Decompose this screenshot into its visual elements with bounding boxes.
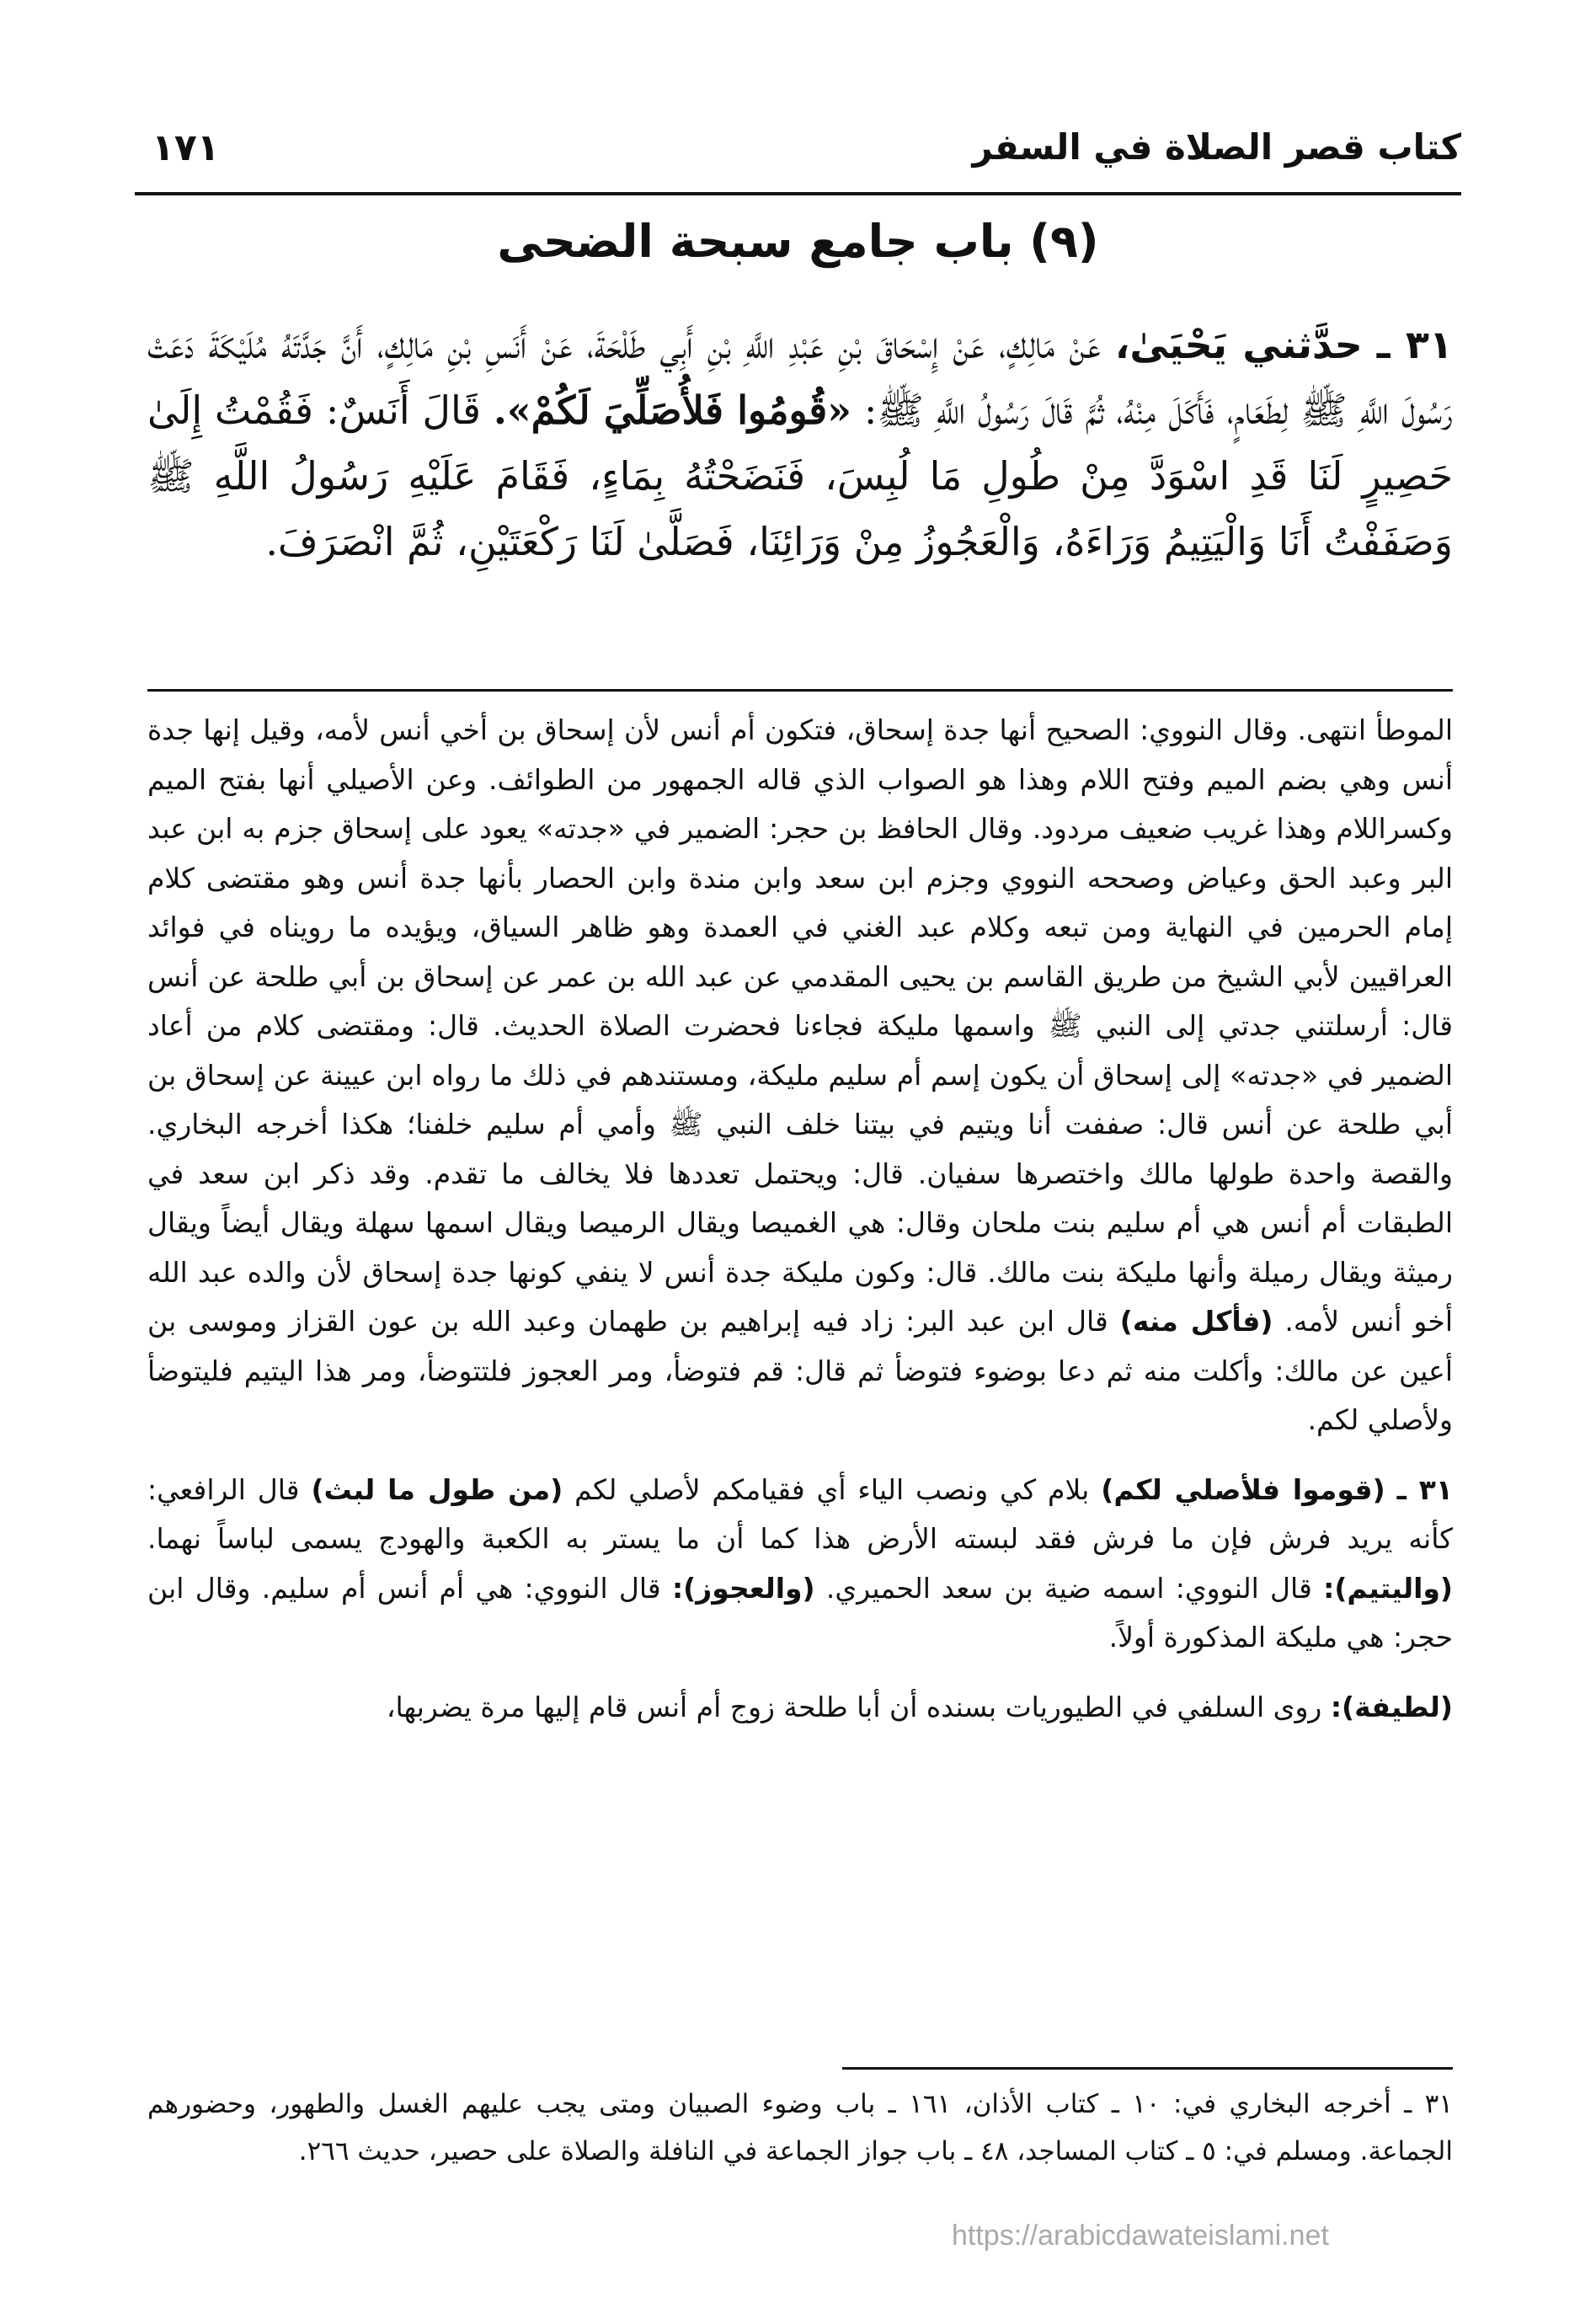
commentary-text: قال ابن عبد البر: زاد فيه إبراهيم بن طهمان وعبد الله بن عون القزاز وموسى بن أعين عن مالك: وأكلت منه ثم دعا بوضوء فتوضأ ثم قال: قم فتوضأ، ومر العجوز فلتتوضأ، ومر هذا اليتيم فليتوضأ ولأصلي لكم. (147, 1305, 1453, 1436)
commentary-number: ٣١ ـ (1396, 1472, 1453, 1506)
running-header-title: كتاب قصر الصلاة في السفر (972, 126, 1461, 168)
commentary-text: بلام كي ونصب الياء أي فقيامكم لأصلي لكم (574, 1472, 1090, 1506)
running-header (135, 126, 1461, 185)
commentary-paragraph-3 (147, 1683, 1453, 1733)
commentary-text: الموطأ انتهى. وقال النووي: الصحيح أنها جدة إسحاق، فتكون أم أنس لأن إسحاق بن أخي أنس لأمه، وقيل إنها جدة أنس وهي بضم الميم وفتح اللام وهذا هو الصواب الذي قاله الجمهور من الطوائف. وعن الأصيلي أنها بفتح الميم وكسراللام وهذا غريب ضعيف مردود. وقال الحافظ بن حجر: الضمير في «جدته» يعود على إسحاق جزم به ابن عبد البر وعبد الحق وعياض وصححه النووي وجزم ابن سعد وابن مندة وابن الحصار بأنها جدة أنس وهو مقتضى كلام إمام الحرمين في النهاية ومن تبعه وكلام عبد الغني في العمدة وهو ظاهر السياق، ويؤيده ما رويناه في فوائد العراقيين لأبي الشيخ من طريق القاسم بن يحيى المقدمي عن عبد الله بن عمر عن إسحاق بن أبي طلحة عن أنس قال: أرسلتني جدتي إلى النبي ﷺ واسمها مليكة فجاءنا فحضرت الصلاة الحديث. قال: ومقتضى كلام من أعاد الضمير في «جدته» إلى إسحاق أن يكون إسم أم سليم مليكة، ومستندهم في ذلك ما رواه ابن عيينة عن إسحاق بن أبي طلحة عن أنس قال: صففت أنا ويتيم في بيتنا خلف النبي ﷺ وأمي أم سليم خلفنا؛ هكذا أخرجه البخاري. والقصة واحدة طولها مالك واختصرها سفيان. قال: ويحتمل تعددها فلا يخالف ما تقدم. وقد ذكر ابن سعد في الطبقات أم أنس هي أم سليم بنت ملحان وقال: هي الغميصا ويقال الرميصا ويقال اسمها سهلة ويقال أيضاً ويقال رميثة ويقال رميلة وأنها مليكة بنت مالك. قال: وكون مليكة جدة أنس لا ينفي كونها جدة إسحاق لأن والده عبد الله أخو أنس لأمه. (147, 713, 1453, 1338)
commentary-text: قال النووي: اسمه ضية بن سعد الحميري. (825, 1571, 1312, 1605)
commentary-bold-term: (قوموا فلأصلي لكم) (1101, 1472, 1385, 1506)
hadith-text (147, 312, 1453, 574)
header-divider (135, 192, 1461, 195)
watermark-url: https://arabicdawateislami.net (952, 2220, 1329, 2252)
hadith-text-part-1: عَنْ مَالِكٍ، عَنْ إِسْحَاقَ بْنِ عَبْدِ اللَّهِ بْنِ أَبِي طَلْحَةَ، عَنْ أَنَسِ بْنِ مَالِكٍ، أَنَّ جَدَّتَهُ مُلَيْكَةَ دَعَتْ رَسُولَ اللَّهِ ﷺ لِطَعَامٍ، فَأَكَلَ مِنْهُ، ثُمَّ قَالَ رَسُولُ اللَّهِ ﷺ: (147, 322, 1453, 433)
hadith-speech: «قُومُوا فَلأُصَلِّيَ لَكُمْ». (493, 387, 851, 433)
commentary-bold-term: (واليتيم): (1323, 1571, 1454, 1605)
commentary-bold-term: (لطيفة): (1330, 1690, 1453, 1723)
commentary-bold-term: (والعجوز): (671, 1571, 815, 1605)
commentary-bold-term: (من طول ما لبث) (311, 1472, 563, 1506)
hadith-number: ٣١ ـ (1376, 322, 1453, 367)
footnote: ٣١ ـ أخرجه البخاري في: ١٠ ـ كتاب الأذان، ١٦١ ـ باب وضوء الصبيان ومتى يجب عليهم الغسل والطهور، وحضورهم الجماعة. ومسلم في: ٥ ـ كتاب المساجد، ٤٨ ـ باب جواز الجماعة في النافلة والصلاة على حصير، حديث ٢٦٦. (147, 2089, 1453, 2166)
chapter-title: (٩) باب جامع سبحة الضحى (497, 215, 1099, 268)
hadith-opening: حدَّثني يَحْيَىٰ، (1114, 322, 1363, 367)
commentary-text: روى السلفي في الطيوريات بسنده أن أبا طلحة زوج أم أنس قام إليها مرة يضربها، (386, 1690, 1322, 1723)
commentary-paragraph-1 (147, 706, 1453, 1445)
hadith-divider (147, 689, 1453, 692)
commentary-text: قال الرافعي: كأنه يريد فرش فإن ما فرش فقد لبسته الأرض هذا كما أن ما يستر به الكعبة والهودج يسمى لباساً نهما. (147, 1472, 1453, 1555)
commentary-text: قال النووي: هي أم أنس أم سليم. وقال ابن حجر: هي مليكة المذكورة أولاً. (147, 1571, 1453, 1654)
commentary-bold-term: (فأكل منه) (1119, 1305, 1273, 1338)
page-number: ١٧١ (152, 126, 220, 169)
footnote-divider (842, 2067, 1453, 2070)
commentary-paragraph-2 (147, 1466, 1453, 1663)
hadith-text-part-2: قَالَ أَنَسٌ: فَقُمْتُ إِلَىٰ حَصِيرٍ لَنَا قَدِ اسْوَدَّ مِنْ طُولِ مَا لُبِسَ، فَنَضَحْتُهُ بِمَاءٍ، فَقَامَ عَلَيْهِ رَسُولُ اللَّهِ ﷺ وَصَفَفْتُ أَنَا وَالْيَتِيمُ وَرَاءَهُ، وَالْعَجُوزُ مِنْ وَرَائِنَا، فَصَلَّىٰ لَنَا رَكْعَتَيْنِ، ثُمَّ انْصَرَفَ. (147, 387, 1453, 564)
commentary (147, 706, 1453, 1732)
